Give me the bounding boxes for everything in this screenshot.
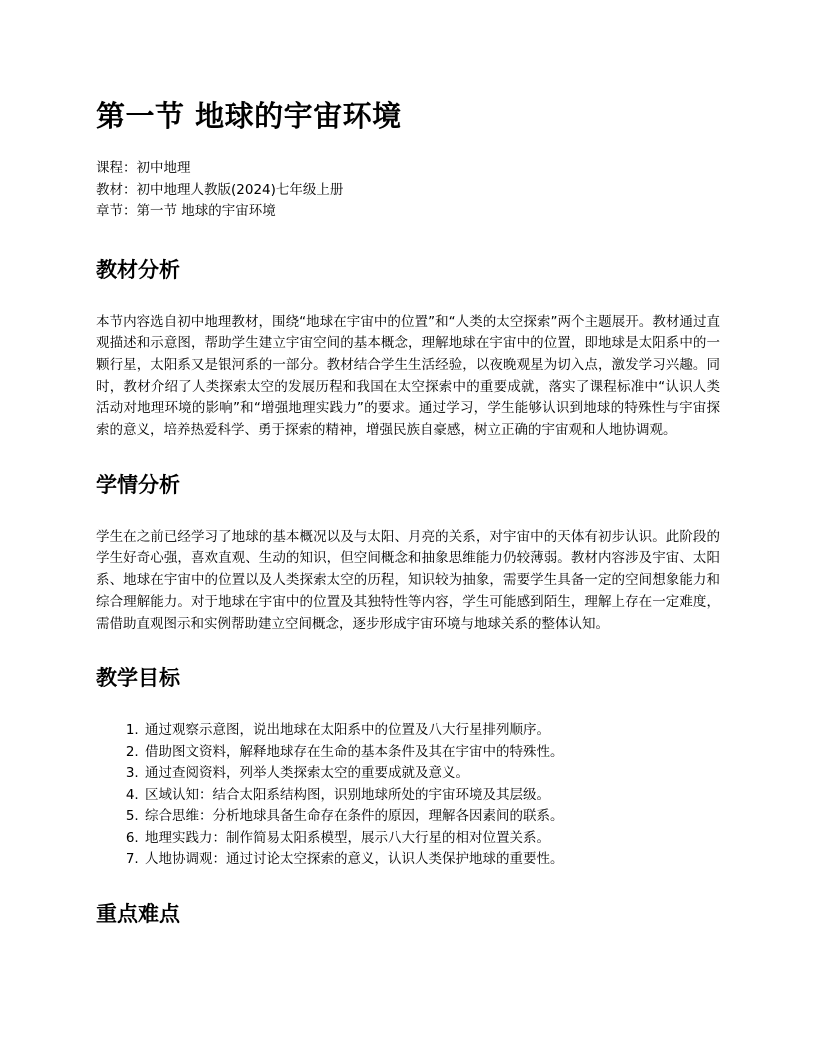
page-title: 第一节 地球的宇宙环境 xyxy=(96,99,402,133)
list-item: 5. 综合思维：分析地球具备生命存在条件的原因，理解各因素间的联系。 xyxy=(143,806,720,828)
teaching-goals-list xyxy=(96,720,720,871)
list-item: 7. 人地协调观：通过讨论太空探索的意义，认识人类保护地球的重要性。 xyxy=(143,849,720,871)
heading-learner-analysis: 学情分析 xyxy=(96,472,180,497)
heading-key-points: 重点难点 xyxy=(96,901,180,926)
heading-teaching-goals: 教学目标 xyxy=(96,666,180,691)
list-item: 1. 通过观察示意图，说出地球在太阳系中的位置及八大行星排列顺序。 xyxy=(143,720,720,742)
list-item: 2. 借助图文资料，解释地球存在生命的基本条件及其在宇宙中的特殊性。 xyxy=(143,742,720,764)
meta-course: 课程：初中地理 xyxy=(96,160,191,176)
learner-analysis-body: 学生在之前已经学习了地球的基本概况以及与太阳、月亮的关系，对宇宙中的天体有初步认识。此阶段的学生好奇心强，喜欢直观、生动的知识，但空间概念和抽象思维能力仍较薄弱。教材内容涉及宇宙、太阳系、地球在宇宙中的位置以及人类探索太空的历程，知识较为抽象，需要学生具备一定的空间想象能力和综合理解能力。对于地球在宇宙中的位置及其独特性等内容，学生可能感到陌生，理解上存在一定难度，需借助直观图示和实例帮助建立空间概念，逐步形成宇宙环境与地球关系的整体认知。 xyxy=(96,528,720,632)
list-item: 6. 地理实践力：制作简易太阳系模型，展示八大行星的相对位置关系。 xyxy=(143,828,720,850)
list-item: 3. 通过查阅资料，列举人类探索太空的重要成就及意义。 xyxy=(143,763,720,785)
meta-chapter: 章节：第一节 地球的宇宙环境 xyxy=(96,203,276,219)
list-item: 4. 区域认知：结合太阳系结构图，识别地球所处的宇宙环境及其层级。 xyxy=(143,785,720,807)
textbook-analysis-body: 本节内容选自初中地理教材，围绕“地球在宇宙中的位置”和“人类的太空探索”两个主题展开。教材通过直观描述和示意图，帮助学生建立宇宙空间的基本概念，理解地球在宇宙中的位置，即地球是太阳系中的一颗行星，太阳系又是银河系的一部分。教材结合学生生活经验，以夜晚观星为切入点，激发学习兴趣。同时，教材介绍了人类探索太空的发展历程和我国在太空探索中的重要成就，落实了课程标准中“认识人类活动对地理环境的影响”和“增强地理实践力”的要求。通过学习，学生能够认识到地球的特殊性与宇宙探索的意义，培养热爱科学、勇于探索的精神，增强民族自豪感，树立正确的宇宙观和人地协调观。 xyxy=(96,313,720,439)
document-page xyxy=(96,96,720,956)
meta-block xyxy=(96,158,720,223)
heading-textbook-analysis: 教材分析 xyxy=(96,257,180,282)
meta-textbook: 教材：初中地理人教版(2024)七年级上册 xyxy=(96,181,344,198)
